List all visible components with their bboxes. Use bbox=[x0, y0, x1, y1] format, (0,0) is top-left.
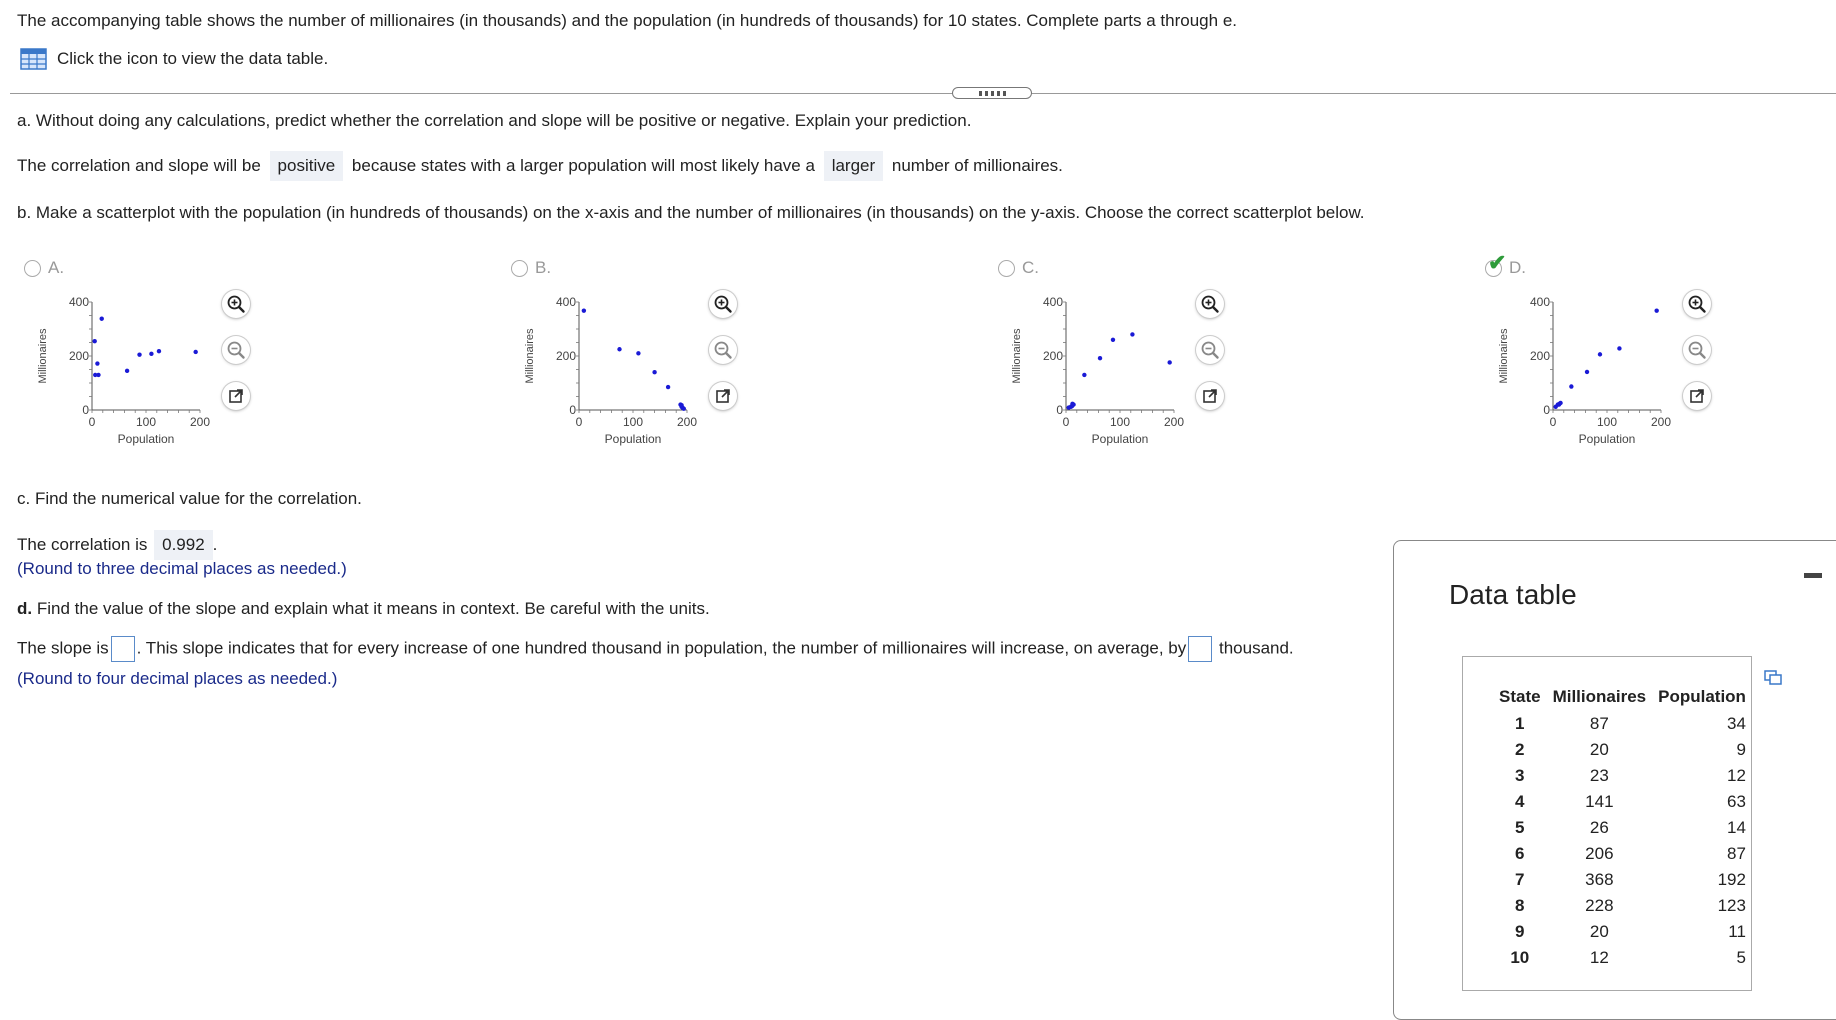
table-cell: 5 bbox=[1515, 818, 1525, 837]
zoom-out-button-c[interactable] bbox=[1196, 336, 1224, 364]
minimize-button[interactable] bbox=[1804, 573, 1822, 578]
popout-button-a[interactable] bbox=[222, 382, 250, 410]
part-c-post: . bbox=[212, 535, 218, 554]
table-cell: 7 bbox=[1515, 870, 1525, 889]
table-cell: 5 bbox=[1736, 948, 1746, 967]
table-cell: 6 bbox=[1515, 844, 1525, 863]
scatter-point bbox=[1111, 338, 1115, 342]
scatter-point bbox=[1082, 373, 1086, 377]
table-cell: 141 bbox=[1585, 792, 1614, 811]
table-cell: 192 bbox=[1717, 870, 1746, 889]
zoom-in-button-d[interactable] bbox=[1683, 290, 1711, 318]
scatter-point bbox=[1098, 356, 1102, 360]
scatterplot-a bbox=[30, 296, 220, 466]
view-data-table-link[interactable] bbox=[20, 48, 328, 70]
table-row bbox=[1493, 867, 1752, 893]
y-tick-label: 200 bbox=[1529, 349, 1550, 363]
popout-icon[interactable] bbox=[1196, 382, 1224, 410]
option-d-letter: D. bbox=[1509, 258, 1526, 277]
scatter-point bbox=[652, 370, 656, 374]
table-cell: 20 bbox=[1589, 922, 1609, 941]
option-b[interactable] bbox=[507, 256, 987, 496]
table-cell: 87 bbox=[1727, 844, 1746, 863]
table-row bbox=[1493, 919, 1752, 945]
table-cell: 12 bbox=[1727, 766, 1746, 785]
part-c-pre: The correlation is bbox=[17, 535, 148, 554]
data-table-panel bbox=[1393, 540, 1836, 1020]
table-cell: 63 bbox=[1727, 792, 1746, 811]
part-a-post: number of millionaires. bbox=[891, 156, 1063, 175]
part-b-question: b. Make a scatterplot with the population (in hundreds of thousands) on the x-axis and the number of millionaires (in thousands) on the y-axis. Choose the correct scatterplot below. bbox=[17, 203, 1365, 222]
scatterplot-d bbox=[1491, 296, 1681, 466]
zoom-in-button-a[interactable] bbox=[222, 290, 250, 318]
zoom-out-button-d[interactable] bbox=[1683, 336, 1711, 364]
table-cell: 87 bbox=[1589, 714, 1609, 733]
x-axis-label: Population bbox=[604, 432, 662, 446]
scatter-point bbox=[1167, 360, 1171, 364]
part-d-label: d. bbox=[17, 599, 33, 618]
table-row bbox=[1493, 945, 1752, 971]
x-tick-label: 100 bbox=[1109, 415, 1131, 429]
option-d[interactable] bbox=[1481, 250, 1836, 496]
correct-checkmark-icon: ✔ bbox=[1488, 250, 1507, 275]
table-cell: 3 bbox=[1515, 766, 1525, 785]
table-cell: 26 bbox=[1589, 818, 1609, 837]
table-cell: 11 bbox=[1728, 922, 1746, 941]
table-icon[interactable] bbox=[20, 48, 47, 70]
x-tick-label: 200 bbox=[1650, 415, 1672, 429]
table-cell: 9 bbox=[1736, 740, 1746, 759]
scatter-point bbox=[582, 308, 586, 312]
part-a-mid: because states with a larger population will most likely have a bbox=[351, 156, 815, 175]
table-row bbox=[1493, 815, 1752, 841]
part-d-answer-line bbox=[17, 636, 1294, 662]
zoom-out-button-b[interactable] bbox=[709, 336, 737, 364]
scatter-point bbox=[1598, 352, 1602, 356]
zoom-out-icon[interactable] bbox=[1683, 336, 1711, 364]
y-axis-label: Millionaires bbox=[524, 328, 536, 384]
table-cell: 123 bbox=[1717, 896, 1746, 915]
y-tick-label: 200 bbox=[555, 349, 576, 363]
table-row bbox=[1493, 737, 1752, 763]
table-cell: 228 bbox=[1585, 896, 1614, 915]
y-tick-label: 400 bbox=[1529, 296, 1550, 309]
x-tick-label: 0 bbox=[575, 415, 583, 429]
scatter-point bbox=[1130, 332, 1134, 336]
table-cell: 8 bbox=[1515, 896, 1525, 915]
y-tick-label: 0 bbox=[1543, 403, 1550, 417]
zoom-in-icon[interactable] bbox=[1196, 290, 1224, 318]
option-b-letter: B. bbox=[535, 258, 552, 277]
x-tick-label: 200 bbox=[676, 415, 698, 429]
table-row bbox=[1493, 893, 1752, 919]
scatter-point bbox=[617, 347, 621, 351]
view-data-table-label[interactable]: Click the icon to view the data table. bbox=[57, 49, 329, 68]
scatter-point bbox=[193, 350, 197, 354]
y-tick-label: 400 bbox=[1042, 296, 1063, 309]
section-divider bbox=[10, 93, 1836, 94]
part-d-question-line bbox=[17, 599, 710, 619]
y-tick-label: 0 bbox=[82, 403, 89, 417]
zoom-in-button-b[interactable] bbox=[709, 290, 737, 318]
y-tick-label: 400 bbox=[68, 296, 89, 309]
option-b-radio[interactable] bbox=[511, 260, 528, 277]
option-a-radio[interactable] bbox=[24, 260, 41, 277]
table-cell: 20 bbox=[1589, 740, 1609, 759]
x-tick-label: 200 bbox=[189, 415, 211, 429]
part-a-answer-1[interactable]: positive bbox=[270, 151, 344, 181]
scatter-point bbox=[1585, 370, 1589, 374]
option-a[interactable] bbox=[20, 256, 500, 496]
part-a-pre: The correlation and slope will be bbox=[17, 156, 261, 175]
y-axis-label: Millionaires bbox=[1498, 328, 1510, 384]
scatter-point bbox=[636, 351, 640, 355]
table-cell: 9 bbox=[1515, 922, 1525, 941]
divider-drag-handle[interactable] bbox=[952, 87, 1032, 99]
part-d-pre: The slope is bbox=[17, 638, 109, 658]
scatter-point bbox=[666, 385, 670, 389]
part-c-question: c. Find the numerical value for the correlation. bbox=[17, 489, 362, 508]
scatter-point bbox=[95, 361, 99, 365]
x-tick-label: 100 bbox=[1596, 415, 1618, 429]
scatter-point bbox=[1569, 384, 1573, 388]
data-table-box bbox=[1462, 656, 1752, 991]
zoom-in-icon[interactable] bbox=[709, 290, 737, 318]
copy-icon[interactable] bbox=[1764, 670, 1782, 686]
table-cell: 1 bbox=[1515, 714, 1525, 733]
popout-icon[interactable] bbox=[1683, 382, 1711, 410]
header-millionaires: Millionaires bbox=[1552, 687, 1647, 706]
table-cell: 14 bbox=[1727, 818, 1746, 837]
x-tick-label: 0 bbox=[1062, 415, 1070, 429]
scatter-point bbox=[149, 352, 153, 356]
y-tick-label: 200 bbox=[1042, 349, 1063, 363]
scatterplot-b bbox=[517, 296, 707, 466]
y-tick-label: 0 bbox=[1056, 403, 1063, 417]
zoom-out-icon[interactable] bbox=[709, 336, 737, 364]
x-tick-label: 100 bbox=[622, 415, 644, 429]
zoom-in-button-c[interactable] bbox=[1196, 290, 1224, 318]
x-axis-label: Population bbox=[117, 432, 175, 446]
part-a-question: a. Without doing any calculations, predict whether the correlation and slope will be positive or negative. Explain your prediction. bbox=[17, 111, 972, 130]
part-c-hint: (Round to three decimal places as needed.) bbox=[17, 559, 347, 578]
y-axis-label: Millionaires bbox=[1011, 328, 1023, 384]
x-tick-label: 200 bbox=[1163, 415, 1185, 429]
table-cell: 2 bbox=[1515, 740, 1525, 759]
scatter-point bbox=[137, 352, 141, 356]
option-a-letter: A. bbox=[48, 258, 65, 277]
scatter-point bbox=[1654, 308, 1658, 312]
header-population: Population bbox=[1658, 687, 1746, 706]
intro-text: The accompanying table shows the number of millionaires (in thousands) and the population (in hundreds of thousands) for 10 states. Complete parts a through e. bbox=[17, 11, 1237, 30]
table-row bbox=[1493, 763, 1752, 789]
scatter-point bbox=[157, 349, 161, 353]
data-table bbox=[1493, 687, 1752, 971]
increase-input[interactable] bbox=[1188, 636, 1212, 662]
slope-input[interactable] bbox=[111, 636, 135, 662]
y-tick-label: 400 bbox=[555, 296, 576, 309]
correlation-answer[interactable]: 0.992 bbox=[154, 530, 213, 560]
table-cell: 10 bbox=[1510, 948, 1530, 967]
x-axis-label: Population bbox=[1578, 432, 1636, 446]
popout-button-b[interactable] bbox=[709, 382, 737, 410]
option-c[interactable] bbox=[994, 256, 1474, 496]
y-axis-label: Millionaires bbox=[37, 328, 49, 384]
x-axis-label: Population bbox=[1091, 432, 1149, 446]
table-row bbox=[1493, 789, 1752, 815]
table-cell: 368 bbox=[1585, 870, 1614, 889]
zoom-in-icon[interactable] bbox=[1683, 290, 1711, 318]
option-c-letter: C. bbox=[1022, 258, 1039, 277]
table-cell: 206 bbox=[1585, 844, 1614, 863]
part-a-answer-2[interactable]: larger bbox=[824, 151, 883, 181]
zoom-out-button-a[interactable] bbox=[222, 336, 250, 364]
scatter-point bbox=[93, 339, 97, 343]
option-c-radio[interactable] bbox=[998, 260, 1015, 277]
y-tick-label: 200 bbox=[68, 349, 89, 363]
x-tick-label: 0 bbox=[88, 415, 96, 429]
data-table-title: Data table bbox=[1449, 579, 1577, 610]
zoom-in-icon[interactable] bbox=[222, 290, 250, 318]
table-row bbox=[1493, 711, 1752, 737]
popout-button-c[interactable] bbox=[1196, 382, 1224, 410]
scatter-point bbox=[1617, 346, 1621, 350]
zoom-out-icon[interactable] bbox=[222, 336, 250, 364]
part-a-answer-line bbox=[17, 151, 1063, 181]
part-d-question: Find the value of the slope and explain what it means in context. Be careful with the units. bbox=[36, 599, 710, 618]
table-row bbox=[1493, 841, 1752, 867]
popout-button-d[interactable] bbox=[1683, 382, 1711, 410]
scatter-point bbox=[1070, 402, 1074, 406]
zoom-out-icon[interactable] bbox=[1196, 336, 1224, 364]
popout-icon[interactable] bbox=[222, 382, 250, 410]
x-tick-label: 0 bbox=[1549, 415, 1557, 429]
table-cell: 34 bbox=[1727, 714, 1746, 733]
scatter-point bbox=[93, 373, 97, 377]
table-header-row bbox=[1493, 687, 1752, 711]
table-cell: 23 bbox=[1589, 766, 1609, 785]
part-d-mid: . This slope indicates that for every increase of one hundred thousand in population, the number of millionaires will increase, on average, by bbox=[136, 638, 1187, 658]
x-tick-label: 100 bbox=[135, 415, 157, 429]
scatter-point bbox=[100, 317, 104, 321]
table-cell: 4 bbox=[1515, 792, 1525, 811]
scatter-point bbox=[679, 403, 683, 407]
table-cell: 12 bbox=[1589, 948, 1609, 967]
scatter-point bbox=[1554, 405, 1558, 409]
part-d-post: thousand. bbox=[1218, 638, 1294, 658]
part-c-answer-line bbox=[17, 530, 217, 560]
header-state: State bbox=[1499, 687, 1541, 706]
part-d-hint: (Round to four decimal places as needed.) bbox=[17, 669, 338, 688]
scatterplot-c bbox=[1004, 296, 1194, 466]
scatter-point bbox=[125, 369, 129, 373]
popout-icon[interactable] bbox=[709, 382, 737, 410]
y-tick-label: 0 bbox=[569, 403, 576, 417]
